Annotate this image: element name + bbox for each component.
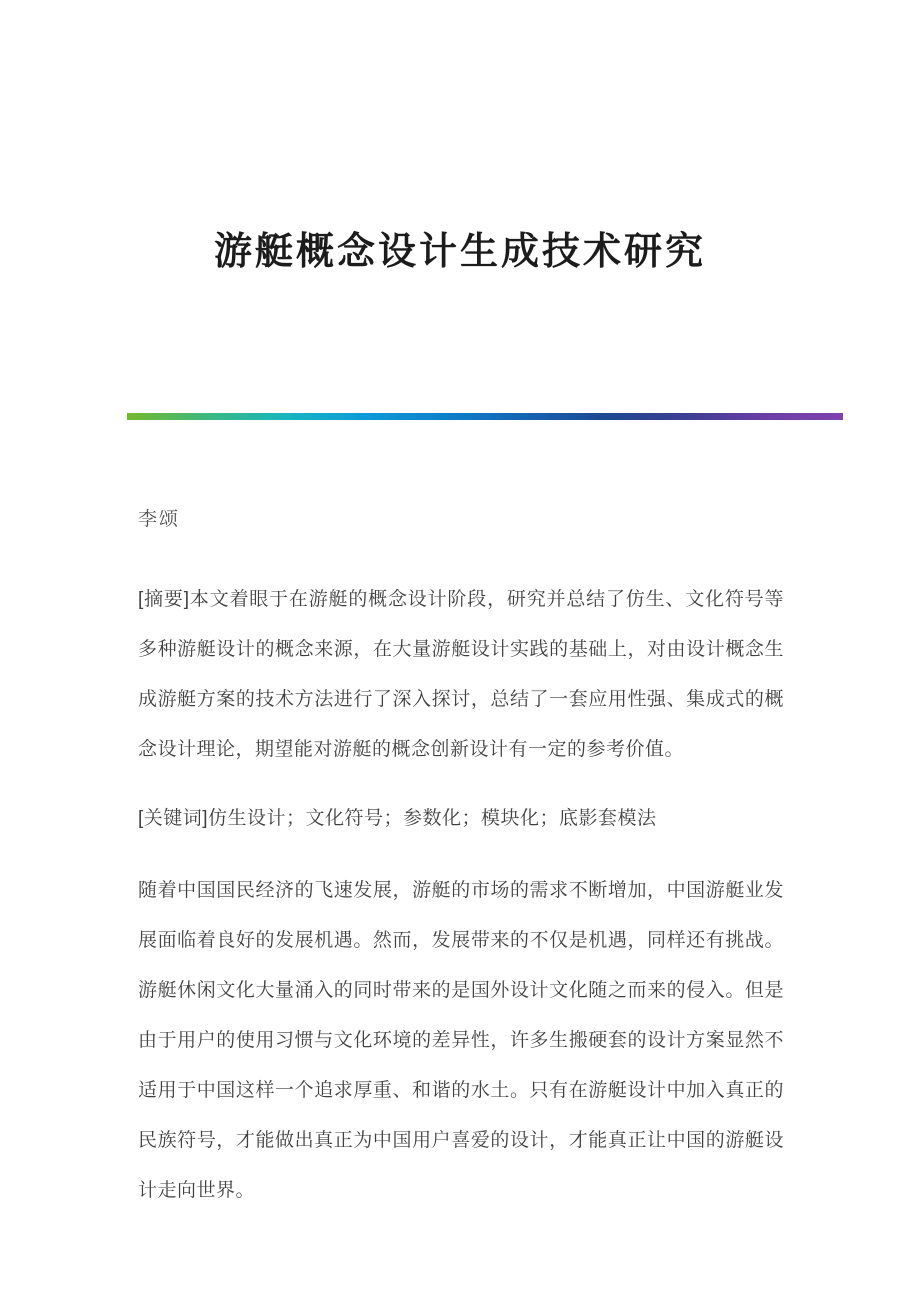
page-title: 游艇概念设计生成技术研究 bbox=[213, 231, 706, 273]
keywords-paragraph: [关键词]仿生设计；文化符号；参数化；模块化；底影套模法 bbox=[138, 808, 657, 829]
body-paragraph: 随着中国国民经济的飞速发展，游艇的市场的需求不断增加，中国游艇业发展面临着良好的发展机遇。然而，发展带来的不仅是机遇，同样还有挑战。游艇休闲文化大量涌入的同时带来的是国外设计文化随之而来的侵入。但是由于用户的使用习惯与文化环境的差异性，许多生搬硬套的设计方案显然不适用于中国这样一个追求厚重、和谐的水土。只有在游艇设计中加入真正的民族符号，才能做出真正为中国用户喜爱的设计，才能真正让中国的游艇设计走向世界。 bbox=[138, 880, 784, 1201]
gradient-divider bbox=[127, 413, 843, 420]
author-name: 李颂 bbox=[138, 509, 181, 530]
abstract-paragraph: [摘要]本文着眼于在游艇的概念设计阶段，研究并总结了仿生、文化符号等多种游艇设计的概念来源，在大量游艇设计实践的基础上，对由设计概念生成游艇方案的技术方法进行了深入探讨，总结了一套应用性强、集成式的概念设计理论，期望能对游艇的概念创新设计有一定的参考价值。 bbox=[138, 589, 784, 760]
